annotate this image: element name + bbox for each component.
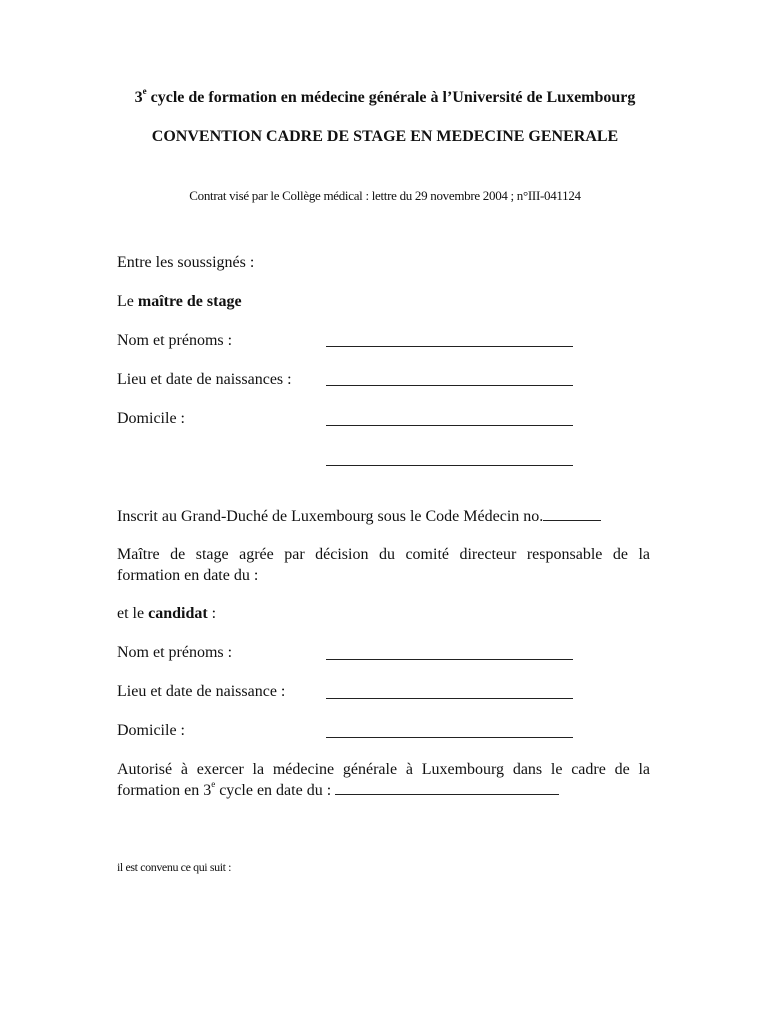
- maitre-code-field[interactable]: [543, 507, 601, 521]
- candidat-birth-field[interactable]: [326, 698, 573, 699]
- maitre-agree-line-2: formation en date du :: [117, 567, 259, 584]
- candidat-authorized-date-field[interactable]: [335, 781, 559, 795]
- maitre-domicile-field[interactable]: [326, 425, 573, 426]
- candidat-name-label: Nom et prénoms :: [117, 644, 233, 661]
- title-superscript: e: [142, 85, 147, 96]
- document-title: [0, 85, 770, 108]
- candidat-heading-bold: candidat: [148, 605, 208, 622]
- candidat-authorized-line-2: [117, 778, 559, 801]
- candidat-name-field[interactable]: [326, 659, 573, 660]
- candidat-authorized-sup: e: [211, 778, 216, 789]
- maitre-heading-prefix: Le: [117, 293, 138, 310]
- maitre-name-field[interactable]: [326, 346, 573, 347]
- intro-text: Entre les soussignés :: [117, 254, 255, 271]
- maitre-heading-bold: maître de stage: [137, 293, 242, 310]
- candidat-domicile-label: Domicile :: [117, 722, 185, 739]
- closing-text: il est convenu ce qui suit :: [117, 860, 232, 874]
- candidat-authorized-text-a: formation en 3: [117, 782, 212, 799]
- maitre-code-text: Inscrit au Grand-Duché de Luxembourg sous le Code Médecin no.: [117, 508, 544, 525]
- candidat-heading-prefix: et le: [117, 605, 149, 622]
- maitre-heading: [117, 292, 242, 312]
- contract-note: Contrat visé par le Collège médical : lettre du 29 novembre 2004 ; n°III-041124: [189, 188, 581, 203]
- convention-heading: CONVENTION CADRE DE STAGE EN MEDECINE GENERALE: [151, 128, 619, 145]
- candidat-authorized-text-b: cycle en date du :: [215, 782, 336, 799]
- candidat-authorized-line-1: Autorisé à exercer la médecine générale à Luxembourg dans le cadre de la: [117, 761, 650, 778]
- candidat-heading-suffix: :: [207, 605, 217, 622]
- title-number: 3: [134, 89, 143, 106]
- maitre-birth-label: Lieu et date de naissances :: [117, 371, 292, 388]
- title-text: cycle de formation en médecine générale à l’Université de Luxembourg: [146, 89, 636, 106]
- maitre-birth-field[interactable]: [326, 385, 573, 386]
- candidat-heading: [117, 604, 216, 624]
- candidat-birth-label: Lieu et date de naissance :: [117, 683, 286, 700]
- maitre-domicile-label: Domicile :: [117, 410, 185, 427]
- maitre-domicile-field-2[interactable]: [326, 465, 573, 466]
- maitre-agree-line-1: Maître de stage agrée par décision du comité directeur responsable de la: [117, 546, 650, 563]
- maitre-code-line: [117, 507, 601, 527]
- candidat-domicile-field[interactable]: [326, 737, 573, 738]
- maitre-name-label: Nom et prénoms :: [117, 332, 233, 349]
